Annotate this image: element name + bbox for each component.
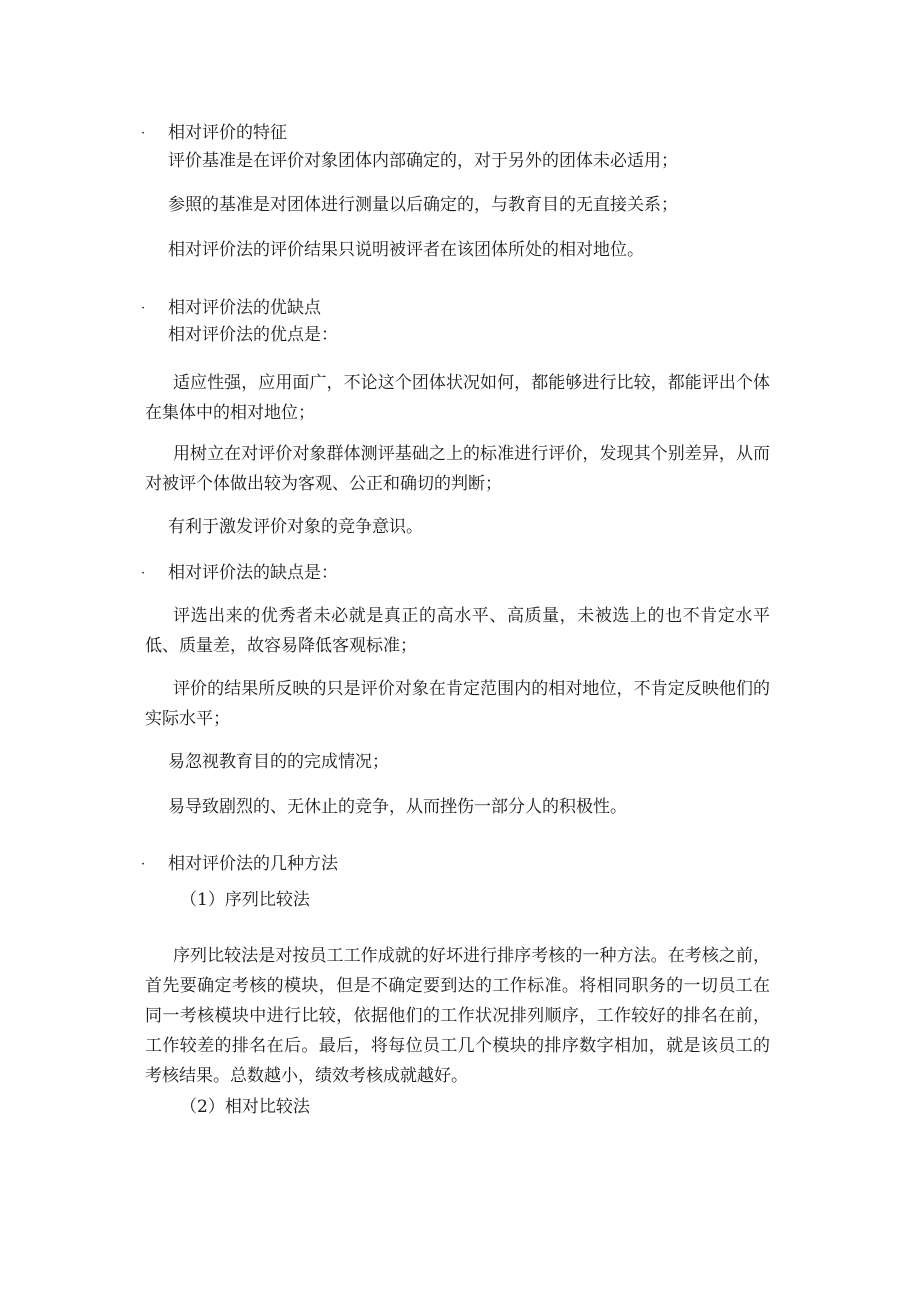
paragraph: 评价的结果所反映的只是评价对象在肯定范围内的相对地位，不肯定反映他们的实际水平； [145,679,770,729]
section-heading-pros-cons: 相对评价法的优缺点 [168,298,321,318]
bullet-icon: · [141,126,146,141]
bullet-icon: · [141,566,146,581]
section-heading-characteristics: 相对评价的特征 [168,123,287,143]
paragraph: 序列比较法是对按员工工作成就的好坏进行排序考核的一种方法。在考核之前，首先要确定考核的模块，但是不确定要到达的工作标准。将相同职务的一切员工在同一考核模块中进行比较，依据他们的工作状况排列顺序，工作较好的排名在前，工作较差的排名在后。最后，将每位员工几个模块的排序数字相加，就是该员工的考核结果。总数越小，绩效考核成就越好。 [145,946,770,1086]
section-heading-disadvantages: 相对评价法的缺点是： [168,563,338,583]
sub-heading-advantages: 相对评价法的优点是： [168,325,338,345]
paragraph: 评价基准是在评价对象团体内部确定的，对于另外的团体未必适用； [168,151,678,171]
paragraph: 用树立在对评价对象群体测评基础之上的标准进行评价，发现其个别差异，从而对被评个体做出较为客观、公正和确切的判断； [145,444,770,494]
paragraph: 评选出来的优秀者未必就是真正的高水平、高质量，未被选上的也不肯定水平低、质量差，故容易降低客观标准； [145,606,770,656]
paragraph: 适应性强，应用面广，不论这个团体状况如何，都能够进行比较，都能评出个体在集体中的相对地位； [145,373,770,423]
bullet-icon: · [141,301,146,316]
paragraph: 有利于激发评价对象的竞争意识。 [168,517,423,537]
paragraph: 易忽视教育目的的完成情况； [168,752,389,772]
bullet-icon: · [141,857,146,872]
section-heading-methods: 相对评价法的几种方法 [168,854,338,874]
method-title-relative: （2）相对比较法 [180,1097,310,1117]
paragraph: 易导致剧烈的、无休止的竞争，从而挫伤一部分人的积极性。 [168,797,627,817]
paragraph: 相对评价法的评价结果只说明被评者在该团体所处的相对地位。 [168,240,644,260]
method-title-sequence: （1）序列比较法 [180,890,310,910]
paragraph: 参照的基准是对团体进行测量以后确定的，与教育目的无直接关系； [168,195,678,215]
